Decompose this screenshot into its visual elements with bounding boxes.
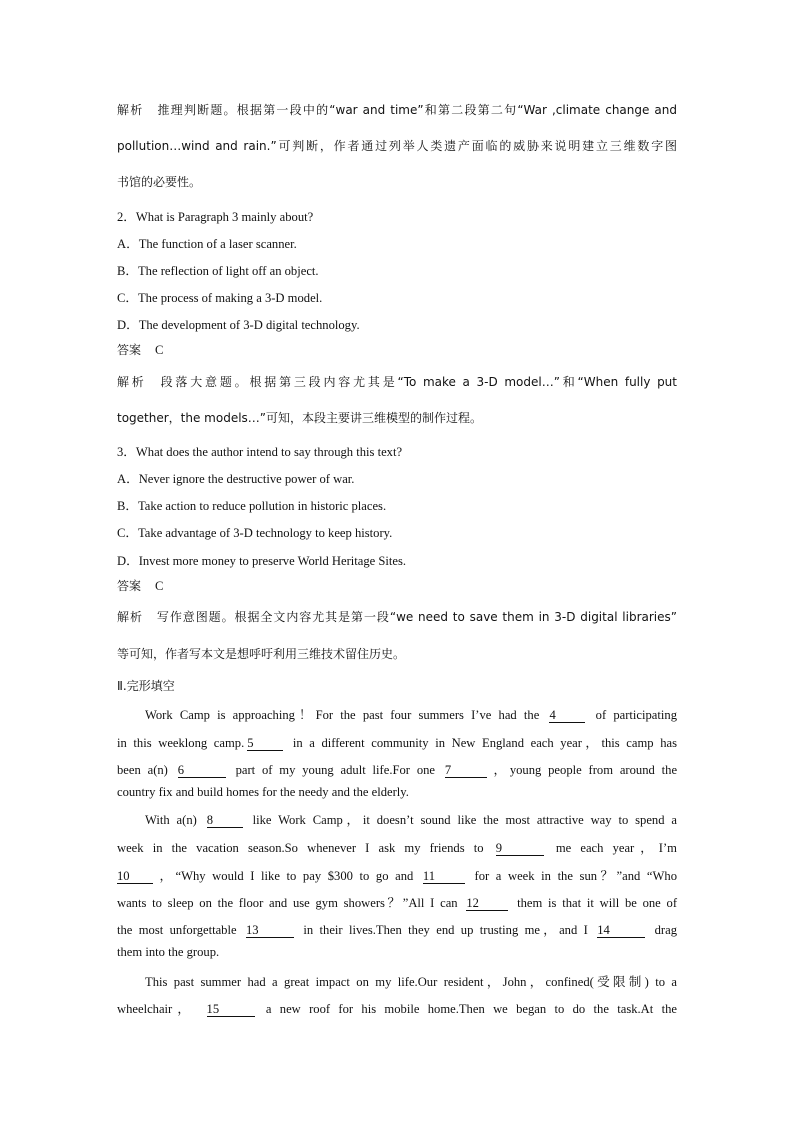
question-3-option-d: D．Invest more money to preserve World Heritage Sites. bbox=[117, 554, 407, 568]
cloze-blank-6: 6 bbox=[178, 763, 226, 778]
cloze-blank-13: 13 bbox=[246, 923, 294, 938]
question-2-option-d: D．The development of 3-D digital technology. bbox=[117, 318, 360, 332]
explanation-label: 解析 bbox=[117, 103, 144, 117]
passage-p3-line-2: wheelchair， 15 a new roof for his mobile home.Then we began to do the task.At the bbox=[117, 1002, 677, 1016]
question-2-stem: 2．What is Paragraph 3 mainly about? bbox=[117, 210, 314, 224]
cloze-blank-8: 8 bbox=[207, 813, 243, 828]
explanation-3-line-2: 等可知，作者写本文是想呼吁利用三维技术留住历史。 bbox=[117, 647, 406, 661]
question-2-option-a: A．The function of a laser scanner. bbox=[117, 237, 297, 251]
explanation-label: 解析 bbox=[117, 610, 143, 624]
cloze-blank-7: 7 bbox=[445, 763, 487, 778]
question-3-option-c: C．Take advantage of 3-D technology to keep history. bbox=[117, 526, 393, 540]
passage-p2-line-6: them into the group. bbox=[117, 945, 220, 959]
passage-p1-line-4: country fix and build homes for the needy and the elderly. bbox=[117, 785, 409, 799]
cloze-blank-4: 4 bbox=[549, 708, 585, 723]
passage-p1-line-3: been a(n) 6 part of my young adult life.For one 7 ，young people from around the bbox=[117, 763, 678, 777]
passage-p2-line-2: week in the vacation season.So whenever I ask my friends to 9 me each year，I’m bbox=[117, 841, 677, 855]
section-title: Ⅱ.完形填空 bbox=[117, 679, 175, 693]
question-3-stem: 3．What does the author intend to say through this text? bbox=[117, 445, 403, 459]
answer-label: 答案 bbox=[117, 579, 142, 593]
passage-p2-line-5: the most unforgettable 13 in their lives.Then they end up trusting me，and I 14 drag bbox=[117, 923, 678, 937]
question-2-option-c: C．The process of making a 3-D model. bbox=[117, 291, 323, 305]
passage-p3-line-1: This past summer had a great impact on my life.Our resident，John，confined(受限制) to a bbox=[145, 975, 677, 989]
explanation-3-line-1: 解析 写作意图题。根据全文内容尤其是第一段“we need to save them in 3-D digital libraries” bbox=[117, 610, 677, 624]
explanation-2-line-1: 解析 段落大意题。根据第三段内容尤其是“To make a 3-D model…”和“When fully put bbox=[117, 375, 677, 389]
passage-p1-line-1: Work Camp is approaching！For the past four summers I’ve had the 4 of participating bbox=[145, 708, 677, 722]
passage-p2-line-1: With a(n) 8 like Work Camp，it doesn’t sound like the most attractive way to spend a bbox=[145, 813, 677, 827]
question-3-option-b: B．Take action to reduce pollution in historic places. bbox=[117, 499, 387, 513]
answer-value: C bbox=[155, 343, 164, 357]
cloze-blank-14: 14 bbox=[597, 923, 645, 938]
cloze-blank-15: 15 bbox=[207, 1002, 255, 1017]
question-2-answer bbox=[117, 341, 163, 358]
cloze-blank-10: 10 bbox=[117, 869, 153, 884]
passage-p1-line-2: in this weeklong camp. 5 in a different community in New England each year，this camp has bbox=[117, 736, 677, 750]
explanation-1-line-3: 书馆的必要性。 bbox=[117, 175, 202, 189]
passage-p2-line-3: 10 ，“Why would I like to pay $300 to go and 11 for a week in the sun？”and “Who bbox=[117, 869, 677, 883]
question-3-option-a: A．Never ignore the destructive power of war. bbox=[117, 472, 355, 486]
answer-label: 答案 bbox=[117, 343, 142, 357]
passage-p2-line-4: wants to sleep on the floor and use gym showers？”All I can 12 them is that it will be one of bbox=[117, 896, 678, 910]
explanation-1-line-1: 解析 推理判断题。根据第一段中的“war and time”和第二段第二句“War ,climate change and bbox=[117, 103, 677, 117]
explanation-1-line-2: pollution…wind and rain.”可判断，作者通过列举人类遗产面临的威胁来说明建立三维数字图 bbox=[117, 139, 677, 153]
explanation-label: 解析 bbox=[117, 375, 147, 389]
cloze-blank-12: 12 bbox=[466, 896, 508, 911]
cloze-blank-9: 9 bbox=[496, 841, 544, 856]
question-3-answer bbox=[117, 577, 163, 594]
cloze-blank-11: 11 bbox=[423, 869, 465, 884]
question-2-option-b: B．The reflection of light off an object. bbox=[117, 264, 319, 278]
cloze-blank-5: 5 bbox=[247, 736, 283, 751]
answer-value: C bbox=[155, 579, 164, 593]
explanation-2-line-2: together，the models…”可知，本段主要讲三维模型的制作过程。 bbox=[117, 411, 483, 425]
